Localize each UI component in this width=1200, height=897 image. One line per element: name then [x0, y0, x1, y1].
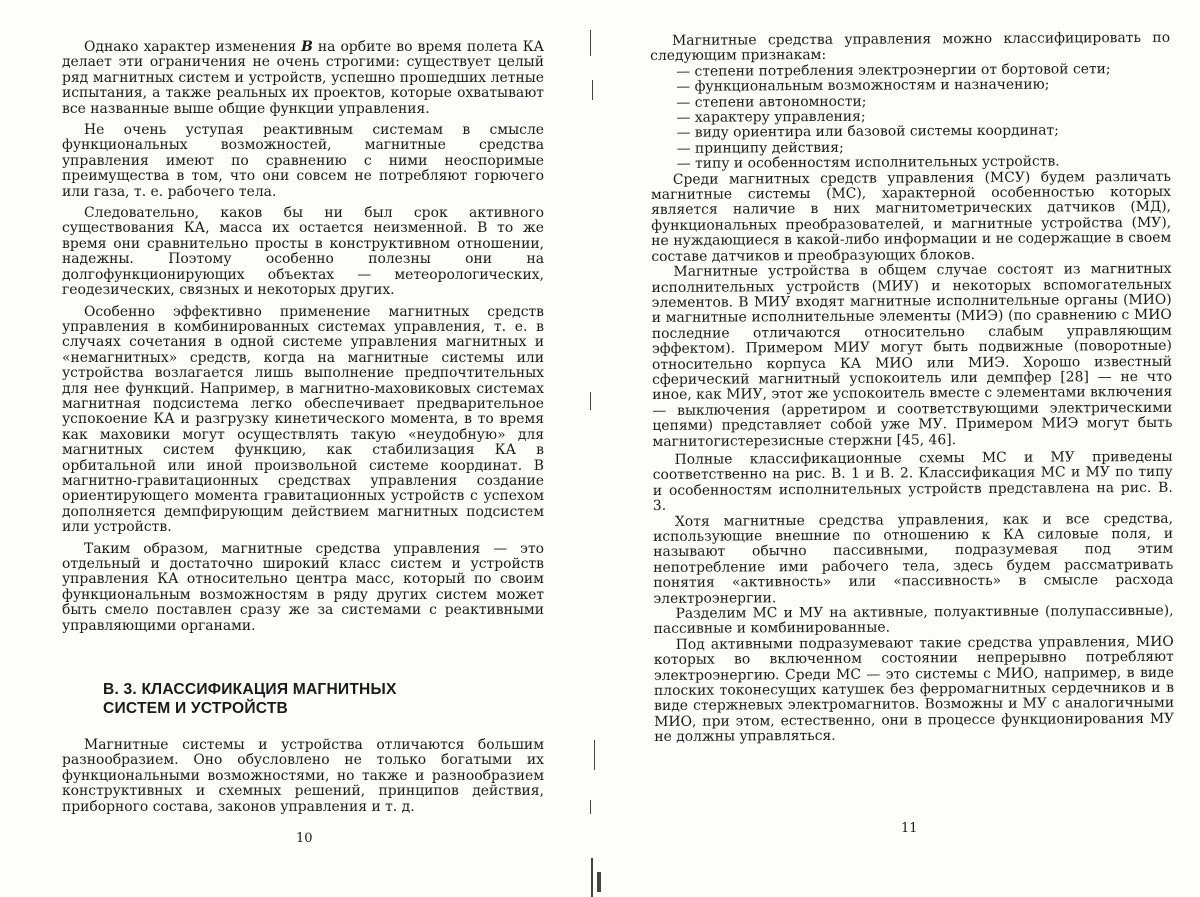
section-heading	[103, 680, 503, 718]
right-column-text	[650, 31, 1174, 746]
list-item: — характеру управления;	[650, 108, 1170, 127]
paragraph: Однако характер изменения B на орбите во время полета КА делает эти ограничения не очень строгими: существует целый ряд магнитных систем и устройств, успешно прошедших летные испытания, а также реальных их проектов, которые охватывают все названные выше общие функции управления.	[62, 40, 544, 117]
paragraph: Среди магнитных средств управления (МСУ) будем различать магнитные системы (МС), характерной особенностью которых является наличие в них магнитометрических датчиков (МД), функциональных преобразователей, и магнитные устройства (МУ), не нуждающиеся в какой-либо информации и не содержащие в своем составе датчиков и преобразующих блоков.	[651, 169, 1172, 265]
paragraph: Не очень уступая реактивным системам в смысле функциональных возможностей, магнитные средства управления имеют по сравнению с ними неоспоримые преимущества в том, что они совсем не потребляют горючего или газа, т. е. рабочего тела.	[62, 123, 544, 200]
left-column-text	[62, 40, 544, 634]
list-item: — степени потребления электроэнергии от бортовой сети;	[650, 62, 1170, 81]
paragraph: Следовательно, каков бы ни был срок активного существования КА, масса их остается неизменной. В то же время они сравнительно просты в конструктивном отношении, надежны. Поэтому особенно полезны они на долгофункционирующих объектах — метеорологических, геодезических, связных и некоторых других.	[62, 206, 544, 298]
paragraph: Полные классификационные схемы МС и МУ приведены соответственно на рис. В. 1 и В. 2. Классификация МС и МУ по типу и особенностям исполнительных устройств представлена на рис. В. 3.	[653, 450, 1173, 515]
paragraph: Магнитные средства управления можно классифицировать по следующим признакам:	[650, 31, 1170, 65]
paragraph: Разделим МС и МУ на активные, полуактивные (полупассивные), пассивные и комбинированные.	[654, 604, 1174, 638]
paragraph: Особенно эффективно применение магнитных средств управления в комбинированных системах управления, т. е. в случаях сочетания в одной системе управления магнитных и «немагнитных» средств, когда на магнитные системы или устройства возлагается лишь выполнение предпочтительных для нее функций. Например, в магнитно-маховиковых системах магнитная подсистема легко обеспечивает предварительное успокоение КА и разгрузку кинетического момента, в то время как маховики могут осуществлять такую «неудобную» для магнитных систем функцию, как стабилизация КА в орбитальной или иной произвольной системе координат. В магнитно-гравитационных средствах управления создание ориентирующего момента гравитационных устройств с успехом дополняется демпфирующим действием магнитных подсистем или устройств.	[62, 305, 544, 536]
paragraph: Под активными подразумевают такие средства управления, МИО которых во включенном состоянии непрерывно потребляют электроэнергию. Среди МС — это системы с МИО, например, в виде плоских токонесущих катушек без ферромагнитных сердечников и в виде стержневых электромагнитов. Возможны и МУ с аналогичными МИО, при этом, естественно, они в процессе функционирования МУ не должны управляться.	[654, 635, 1175, 746]
page-number-right: 11	[901, 821, 918, 836]
right-page	[600, 0, 1200, 897]
left-page	[0, 0, 590, 897]
paragraph: Таким образом, магнитные средства управления — это отдельный и достаточно широкий класс систем и устройств управления КА относительно центра масс, который по своим функциональным возможностям в ряду других систем может быть смело поставлен сразу же за системами с реактивными управляющими органами.	[62, 542, 544, 634]
heading-line-1: В. 3. КЛАССИФИКАЦИЯ МАГНИТНЫХ	[103, 680, 503, 699]
list-item: — функциональным возможностям и назначению;	[650, 77, 1170, 96]
page-number-left: 10	[296, 831, 313, 846]
list-item: — типу и особенностям исполнительных устройств.	[651, 154, 1171, 173]
list-item: — виду ориентира или базовой системы координат;	[651, 123, 1171, 142]
list-item: — степени автономности;	[650, 92, 1170, 111]
paragraph: Магнитные устройства в общем случае состоят из магнитных исполнительных устройств (МИУ) и некоторых вспомогательных элементов. В МИУ входят магнитные исполнительные органы (МИО) и магнитные исполнительные элементы (МИЭ) (по сравнению с МИО последние отличаются относительно слабым управляющим эффектом). Примером МИУ могут быть подвижные (поворотные) относительно корпуса КА МИО или МИЭ. Хорошо известный сферический магнитный успокоитель или демпфер [28] — не что иное, как МИУ, этот же успокоитель вместе с элементами включения — выключения (арретиром и соответствующими электрическими цепями) представляет собой уже МУ. Примером МИЭ могут быть магнитогистерезисные стержни [45, 46].	[651, 262, 1172, 450]
list-item: — принципу действия;	[651, 139, 1171, 158]
paragraph: Хотя магнитные средства управления, как и все средства, использующие внешние по отношению к КА силовые поля, и называют обычно пассивными, подразумевая под этим непотребление ими рабочего тела, здесь будем рассматривать понятия «активность» или «пассивность» в смысле расхода электроэнергии.	[653, 511, 1174, 607]
section-intro-text: Магнитные системы и устройства отличаются большим разнообразием. Оно обусловлено не только богатыми их функциональными возможностями, но также и разнообразием конструктивных и схемных решений, принципов действия, приборного состава, законов управления и т. д.	[62, 738, 544, 815]
heading-line-2: СИСТЕМ И УСТРОЙСТВ	[103, 699, 503, 718]
